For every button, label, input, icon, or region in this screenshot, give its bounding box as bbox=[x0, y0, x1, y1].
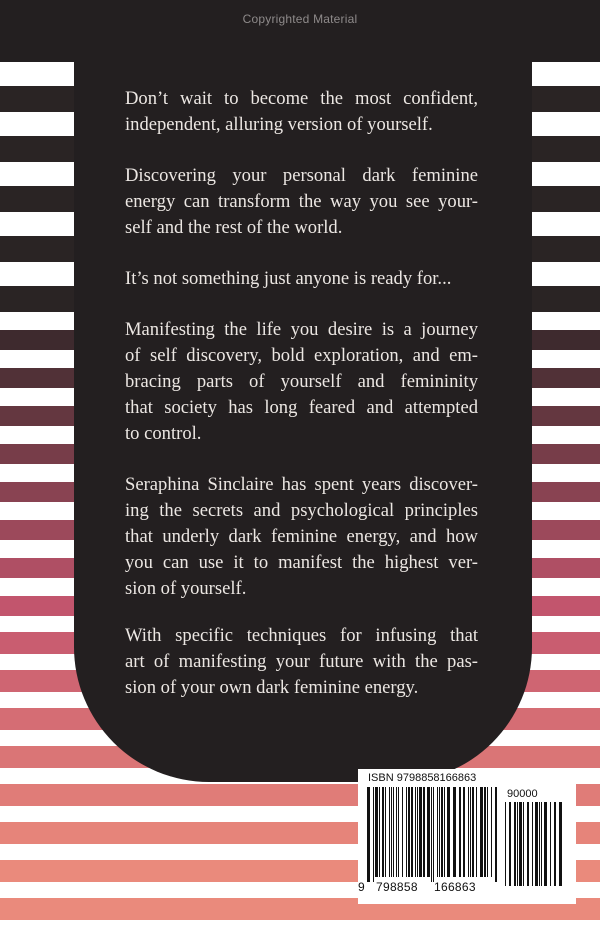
barcode-bar bbox=[559, 802, 562, 886]
copyright-watermark: Copyrighted Material bbox=[242, 12, 358, 26]
barcode-bar bbox=[375, 787, 378, 877]
blurb-line: of self discovery, bold exploration, and em- bbox=[125, 345, 478, 366]
barcode-bar bbox=[367, 787, 370, 882]
barcode-bar bbox=[417, 787, 418, 877]
barcode-bars bbox=[367, 787, 498, 882]
blurb-line: sion of yourself. bbox=[125, 578, 247, 599]
barcode-bar bbox=[439, 787, 440, 877]
blurb-line: sion of your own dark feminine energy. bbox=[125, 677, 419, 698]
barcode-bar bbox=[484, 787, 486, 877]
blurb-line: that underly dark feminine energy, and how bbox=[125, 526, 478, 547]
barcode-bar bbox=[396, 787, 397, 877]
barcode-bar bbox=[398, 787, 399, 877]
addon-barcode-bars bbox=[505, 802, 563, 886]
barcode-bar bbox=[391, 787, 392, 877]
barcode-bar bbox=[411, 787, 413, 877]
barcode-bar bbox=[532, 802, 533, 886]
barcode-bar bbox=[519, 802, 522, 886]
barcode-bar bbox=[459, 787, 461, 877]
barcode-bar bbox=[470, 787, 471, 877]
barcode-bar bbox=[463, 787, 465, 877]
barcode-bar bbox=[433, 787, 434, 882]
barcode-bar bbox=[419, 787, 422, 877]
barcode-bar bbox=[453, 787, 456, 877]
blurb-line: Seraphina Sinclaire has spent years discover- bbox=[125, 474, 478, 495]
blurb-line: Manifesting the life you desire is a journey bbox=[125, 319, 478, 340]
blurb-paragraph-1 bbox=[125, 86, 478, 138]
blurb-paragraph-3 bbox=[125, 266, 478, 292]
barcode-bar bbox=[472, 787, 474, 877]
blurb-line: bracing parts of yourself and femininity bbox=[125, 371, 478, 392]
blurb-paragraph-5 bbox=[125, 472, 478, 602]
barcode-bar bbox=[514, 802, 516, 886]
barcode-bar bbox=[415, 787, 416, 877]
barcode-bar bbox=[476, 787, 477, 877]
barcode-bar bbox=[554, 802, 556, 886]
blurb-line: art of manifesting your future with the pas- bbox=[125, 651, 478, 672]
barcode-bar bbox=[373, 787, 374, 882]
blurb-line: self and the rest of the world. bbox=[125, 217, 343, 238]
barcode-bar bbox=[379, 787, 380, 877]
barcode-bar bbox=[535, 802, 538, 886]
blurb-paragraph-2 bbox=[125, 163, 478, 241]
blurb-line: independent, alluring version of yourself. bbox=[125, 114, 433, 135]
price-code: 90000 bbox=[507, 788, 538, 800]
barcode-bar bbox=[541, 802, 542, 886]
blurb-line: Don’t wait to become the most confident, bbox=[125, 88, 478, 109]
barcode-bar bbox=[517, 802, 518, 886]
blurb-line: With specific techniques for infusing that bbox=[125, 625, 478, 646]
barcode-bar bbox=[406, 787, 407, 877]
blurb-line: ing the secrets and psychological principles bbox=[125, 500, 478, 521]
barcode-bar bbox=[487, 787, 488, 877]
isbn-label: ISBN 9798858166863 bbox=[368, 772, 477, 784]
blurb-line: that society has long feared and attempted bbox=[125, 397, 478, 418]
barcode-digits-left: 798858 bbox=[376, 880, 418, 894]
barcode-bar bbox=[402, 787, 403, 877]
blurb-line: It’s not something just anyone is ready for... bbox=[125, 268, 452, 289]
barcode-bar bbox=[480, 787, 483, 877]
barcode-digit-prefix: 9 bbox=[358, 880, 365, 894]
barcode-bar bbox=[495, 787, 497, 882]
blurb-line: you can use it to manifest the highest ver- bbox=[125, 552, 478, 573]
barcode-bar bbox=[431, 787, 432, 882]
barcode-bar bbox=[505, 802, 506, 886]
barcode-bar bbox=[385, 787, 386, 877]
blurb-line: energy can transform the way you see your- bbox=[125, 191, 478, 212]
barcode-bar bbox=[468, 787, 469, 877]
barcode-bar bbox=[544, 802, 547, 886]
barcode-bar bbox=[389, 787, 390, 877]
barcode-bar bbox=[393, 787, 394, 877]
barcode-digits-right: 166863 bbox=[434, 880, 476, 894]
barcode-bar bbox=[550, 802, 551, 886]
barcode-bar bbox=[491, 787, 492, 877]
barcode-bar bbox=[523, 802, 524, 886]
isbn-barcode bbox=[358, 769, 576, 904]
blurb-paragraph-6 bbox=[125, 623, 478, 701]
barcode-bar bbox=[437, 787, 438, 877]
barcode-bar bbox=[427, 787, 430, 877]
barcode-bar bbox=[382, 787, 384, 877]
barcode-bar bbox=[408, 787, 410, 877]
barcode-bar bbox=[527, 802, 529, 886]
barcode-bar bbox=[444, 787, 445, 877]
barcode-bar bbox=[509, 802, 511, 886]
blurb-line: to control. bbox=[125, 423, 202, 444]
barcode-bar bbox=[539, 802, 540, 886]
blurb-line: Discovering your personal dark feminine bbox=[125, 165, 478, 186]
barcode-bar bbox=[423, 787, 425, 877]
barcode-bar bbox=[447, 787, 450, 877]
barcode-bar bbox=[441, 787, 443, 877]
blurb-paragraph-4 bbox=[125, 317, 478, 447]
